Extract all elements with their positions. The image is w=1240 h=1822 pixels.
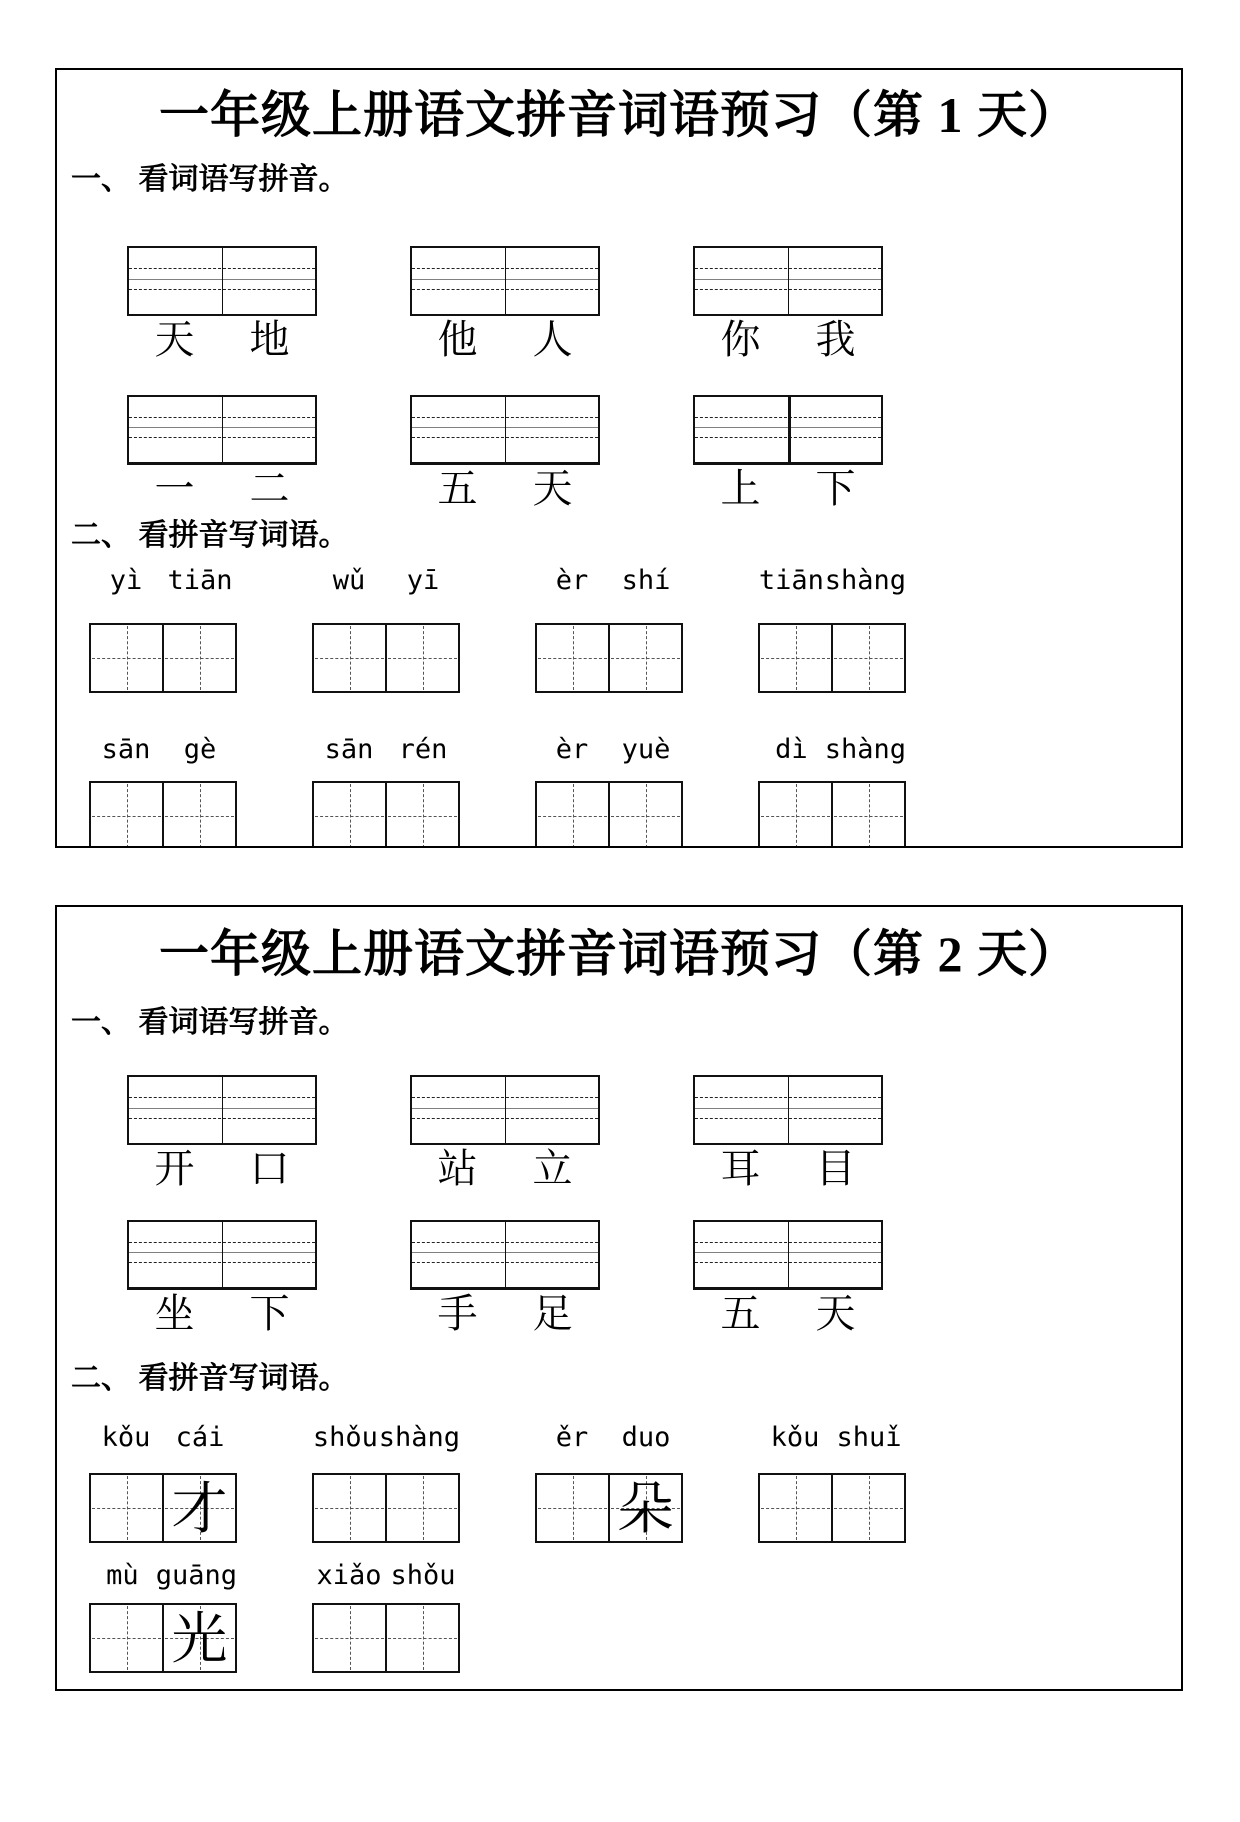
pinyin-label bbox=[312, 1421, 460, 1455]
pinyin-syllable: sān bbox=[324, 733, 374, 765]
character-writing-grid[interactable] bbox=[535, 781, 683, 849]
prefilled-char bbox=[164, 619, 235, 691]
pinyin-writing-box[interactable] bbox=[127, 395, 317, 465]
grid-cell[interactable] bbox=[162, 1475, 235, 1541]
grid-cell[interactable] bbox=[608, 1475, 681, 1541]
word-chars bbox=[693, 317, 883, 363]
pinyin-to-word-item bbox=[89, 1559, 237, 1673]
cell-divider bbox=[788, 397, 791, 462]
word-char: 开 bbox=[154, 1145, 195, 1191]
grid-cell[interactable] bbox=[385, 625, 458, 691]
prefilled-char bbox=[91, 1599, 162, 1671]
prefilled-char bbox=[537, 619, 608, 691]
grid-cell[interactable] bbox=[760, 1475, 831, 1541]
word-to-pinyin-item bbox=[410, 1075, 600, 1192]
grid-cell[interactable] bbox=[537, 783, 608, 849]
word-char: 人 bbox=[532, 316, 573, 362]
pinyin-to-word-item bbox=[89, 733, 237, 849]
word-to-pinyin-item bbox=[693, 1220, 883, 1337]
pinyin-syllable: tiān bbox=[167, 564, 233, 596]
pinyin-to-word-item bbox=[535, 1421, 683, 1543]
character-writing-grid[interactable] bbox=[312, 1603, 460, 1673]
pinyin-label bbox=[89, 564, 237, 598]
character-writing-grid[interactable] bbox=[312, 781, 460, 849]
word-char: 手 bbox=[437, 1290, 478, 1336]
prefilled-char bbox=[610, 777, 681, 849]
word-char: 上 bbox=[720, 465, 761, 511]
pinyin-to-word-row bbox=[89, 1421, 1181, 1543]
pinyin-label bbox=[535, 1421, 683, 1455]
word-char: 口 bbox=[249, 1145, 290, 1191]
word-chars bbox=[693, 1291, 883, 1337]
pinyin-syllable: yī bbox=[406, 564, 440, 596]
pinyin-syllable: shí bbox=[621, 564, 671, 596]
grid-cell[interactable] bbox=[537, 625, 608, 691]
pinyin-label bbox=[89, 1559, 237, 1593]
pinyin-to-word-item bbox=[89, 1421, 237, 1543]
cell-divider bbox=[222, 397, 223, 462]
prefilled-char: 朵 bbox=[617, 1478, 674, 1541]
character-writing-grid[interactable] bbox=[535, 623, 683, 693]
grid-cell[interactable] bbox=[831, 783, 904, 849]
word-char: 足 bbox=[532, 1290, 573, 1336]
word-to-pinyin-item bbox=[410, 1220, 600, 1337]
prefilled-char bbox=[537, 1469, 608, 1541]
word-char: 一 bbox=[154, 465, 195, 511]
pinyin-syllable: èr bbox=[555, 564, 589, 596]
word-char: 天 bbox=[815, 1290, 856, 1336]
word-chars bbox=[127, 466, 317, 512]
grid-cell[interactable] bbox=[314, 1475, 385, 1541]
grid-cell[interactable] bbox=[91, 1605, 162, 1671]
prefilled-char bbox=[387, 619, 458, 691]
pinyin-writing-box[interactable] bbox=[693, 1220, 883, 1290]
section1-heading: 一、 看词语写拼音。 bbox=[71, 1005, 349, 1039]
word-to-pinyin-item bbox=[693, 1075, 883, 1192]
pinyin-syllable: kǒu bbox=[101, 1421, 151, 1453]
word-char: 你 bbox=[720, 316, 761, 362]
pinyin-label bbox=[758, 564, 906, 598]
character-writing-grid[interactable] bbox=[89, 623, 237, 693]
pinyin-to-word-item bbox=[312, 1421, 460, 1543]
grid-cell[interactable] bbox=[760, 783, 831, 849]
pinyin-syllable: tiān bbox=[758, 564, 824, 596]
grid-cell[interactable] bbox=[831, 625, 904, 691]
pinyin-label bbox=[312, 733, 460, 767]
prefilled-char bbox=[164, 777, 235, 849]
word-char: 地 bbox=[249, 316, 290, 362]
word-char: 站 bbox=[437, 1145, 478, 1191]
grid-cell[interactable] bbox=[162, 783, 235, 849]
pinyin-syllable: sān bbox=[101, 733, 151, 765]
word-char: 耳 bbox=[720, 1145, 761, 1191]
pinyin-label bbox=[535, 564, 683, 598]
pinyin-label bbox=[758, 1421, 906, 1455]
pinyin-syllable: èr bbox=[555, 733, 589, 765]
grid-cell[interactable] bbox=[608, 783, 681, 849]
word-to-pinyin-item bbox=[127, 246, 317, 363]
pinyin-syllable: dì bbox=[775, 733, 808, 765]
pinyin-to-word-item bbox=[312, 1559, 460, 1673]
word-chars bbox=[410, 466, 600, 512]
prefilled-char bbox=[91, 777, 162, 849]
word-chars bbox=[693, 1146, 883, 1192]
prefilled-char bbox=[314, 619, 385, 691]
pinyin-writing-box[interactable] bbox=[410, 395, 600, 465]
word-char: 天 bbox=[532, 465, 573, 511]
grid-cell[interactable] bbox=[91, 625, 162, 691]
word-to-pinyin-row bbox=[127, 246, 1181, 363]
word-chars bbox=[410, 317, 600, 363]
word-to-pinyin-row bbox=[127, 1220, 1181, 1337]
pinyin-writing-box[interactable] bbox=[410, 1075, 600, 1145]
character-writing-grid[interactable] bbox=[758, 781, 906, 849]
pinyin-writing-box[interactable] bbox=[127, 246, 317, 316]
prefilled-char bbox=[387, 777, 458, 849]
grid-cell[interactable] bbox=[91, 783, 162, 849]
pinyin-to-word-item bbox=[89, 564, 237, 693]
prefilled-char bbox=[833, 1469, 904, 1541]
word-char: 坐 bbox=[154, 1290, 195, 1336]
prefilled-char bbox=[760, 777, 831, 849]
word-to-pinyin-item bbox=[127, 1075, 317, 1192]
grid-cell[interactable] bbox=[162, 1605, 235, 1671]
grid-cell[interactable] bbox=[608, 625, 681, 691]
cell-divider bbox=[222, 248, 223, 314]
character-writing-grid[interactable] bbox=[758, 1473, 906, 1543]
cell-divider bbox=[788, 1077, 789, 1143]
cell-divider bbox=[222, 1222, 223, 1287]
word-char: 二 bbox=[249, 465, 290, 511]
pinyin-label bbox=[758, 733, 906, 767]
pinyin-syllable: ěr bbox=[555, 1421, 589, 1453]
word-char: 天 bbox=[154, 316, 195, 362]
cell-divider bbox=[505, 248, 506, 314]
pinyin-syllable: rén bbox=[398, 733, 448, 765]
word-to-pinyin-item bbox=[410, 246, 600, 363]
pinyin-writing-box[interactable] bbox=[410, 246, 600, 316]
pinyin-writing-box[interactable] bbox=[693, 1075, 883, 1145]
prefilled-char bbox=[314, 1599, 385, 1671]
pinyin-syllable: yuè bbox=[621, 733, 671, 765]
word-char: 目 bbox=[815, 1145, 856, 1191]
word-chars bbox=[127, 1291, 317, 1337]
prefilled-char bbox=[610, 619, 681, 691]
word-to-pinyin-item bbox=[127, 395, 317, 512]
pinyin-to-word-item bbox=[535, 733, 683, 849]
worksheet-title: 一年级上册语文拼音词语预习（第 1 天） bbox=[159, 87, 1079, 143]
pinyin-syllable: mù bbox=[106, 1559, 139, 1591]
pinyin-to-word-item bbox=[312, 564, 460, 693]
worksheet-day-1 bbox=[55, 68, 1183, 848]
section1-heading: 一、 看词语写拼音。 bbox=[71, 162, 349, 196]
worksheet-title: 一年级上册语文拼音词语预习（第 2 天） bbox=[159, 926, 1079, 982]
prefilled-char bbox=[314, 1469, 385, 1541]
pinyin-syllable: cái bbox=[175, 1421, 225, 1453]
pinyin-syllable: kǒu bbox=[770, 1421, 820, 1453]
pinyin-syllable: wǔ bbox=[332, 564, 366, 596]
prefilled-char bbox=[537, 777, 608, 849]
prefilled-char bbox=[387, 1469, 458, 1541]
cell-divider bbox=[222, 1077, 223, 1143]
word-to-pinyin-item bbox=[693, 395, 883, 512]
word-char: 立 bbox=[532, 1145, 573, 1191]
cell-divider bbox=[788, 248, 789, 314]
section2-heading: 二、 看拼音写词语。 bbox=[71, 1361, 349, 1395]
prefilled-char bbox=[91, 1469, 162, 1541]
grid-cell[interactable] bbox=[314, 1605, 385, 1671]
word-chars bbox=[693, 466, 883, 512]
pinyin-writing-box[interactable] bbox=[127, 1075, 317, 1145]
grid-cell[interactable] bbox=[91, 1475, 162, 1541]
prefilled-char bbox=[833, 619, 904, 691]
section2-heading: 二、 看拼音写词语。 bbox=[71, 518, 349, 552]
grid-cell[interactable] bbox=[537, 1475, 608, 1541]
pinyin-to-word-item bbox=[758, 733, 906, 849]
grid-cell[interactable] bbox=[831, 1475, 904, 1541]
worksheet-day-2 bbox=[55, 905, 1183, 1691]
prefilled-char bbox=[760, 619, 831, 691]
pinyin-syllable: gè bbox=[183, 733, 217, 765]
prefilled-char bbox=[760, 1469, 831, 1541]
word-chars bbox=[410, 1146, 600, 1192]
pinyin-to-word-item bbox=[535, 564, 683, 693]
word-chars bbox=[127, 317, 317, 363]
word-to-pinyin-item bbox=[127, 1220, 317, 1337]
word-to-pinyin-item bbox=[693, 246, 883, 363]
pinyin-syllable: shàng bbox=[378, 1421, 460, 1453]
pinyin-writing-box[interactable] bbox=[693, 246, 883, 316]
word-to-pinyin-row bbox=[127, 395, 1181, 512]
grid-cell[interactable] bbox=[385, 1605, 458, 1671]
word-char: 下 bbox=[815, 465, 856, 511]
grid-cell[interactable] bbox=[162, 625, 235, 691]
pinyin-label bbox=[89, 1421, 237, 1455]
grid-cell[interactable] bbox=[385, 1475, 458, 1541]
cell-divider bbox=[505, 397, 506, 462]
pinyin-to-word-row bbox=[89, 733, 1181, 849]
prefilled-char bbox=[91, 619, 162, 691]
prefilled-char bbox=[314, 777, 385, 849]
character-writing-grid[interactable] bbox=[312, 1473, 460, 1543]
pinyin-syllable: yì bbox=[109, 564, 143, 596]
pinyin-writing-box[interactable] bbox=[127, 1220, 317, 1290]
pinyin-syllable: xiǎo bbox=[316, 1559, 382, 1591]
pinyin-syllable: shǒu bbox=[312, 1421, 378, 1453]
pinyin-writing-box[interactable] bbox=[410, 1220, 600, 1290]
word-char: 五 bbox=[720, 1290, 761, 1336]
word-chars bbox=[127, 1146, 317, 1192]
pinyin-syllable: shǒu bbox=[390, 1559, 456, 1591]
pinyin-to-word-item bbox=[312, 733, 460, 849]
pinyin-to-word-item bbox=[758, 1421, 906, 1543]
word-to-pinyin-row bbox=[127, 1075, 1181, 1192]
grid-cell[interactable] bbox=[314, 783, 385, 849]
pinyin-to-word-row bbox=[89, 1559, 1181, 1673]
prefilled-char bbox=[387, 1599, 458, 1671]
pinyin-syllable: shàng bbox=[824, 733, 906, 765]
character-writing-grid[interactable] bbox=[535, 1473, 683, 1543]
pinyin-syllable: shàng bbox=[824, 564, 906, 596]
pinyin-writing-box[interactable] bbox=[693, 395, 883, 465]
character-writing-grid[interactable] bbox=[89, 1473, 237, 1543]
pinyin-to-word-item bbox=[758, 564, 906, 693]
word-chars bbox=[410, 1291, 600, 1337]
pinyin-syllable: guāng bbox=[155, 1559, 237, 1591]
grid-cell[interactable] bbox=[314, 625, 385, 691]
cell-divider bbox=[788, 1222, 789, 1287]
pinyin-to-word-row bbox=[89, 564, 1181, 693]
word-char: 五 bbox=[437, 465, 478, 511]
pinyin-syllable: shuǐ bbox=[836, 1421, 902, 1453]
prefilled-char: 光 bbox=[171, 1608, 228, 1671]
cell-divider bbox=[505, 1077, 506, 1143]
grid-cell[interactable] bbox=[760, 625, 831, 691]
character-writing-grid[interactable] bbox=[758, 623, 906, 693]
word-char: 我 bbox=[815, 316, 856, 362]
pinyin-label bbox=[535, 733, 683, 767]
grid-cell[interactable] bbox=[385, 783, 458, 849]
character-writing-grid[interactable] bbox=[312, 623, 460, 693]
prefilled-char bbox=[833, 777, 904, 849]
cell-divider bbox=[505, 1222, 506, 1287]
word-to-pinyin-item bbox=[410, 395, 600, 512]
prefilled-char: 才 bbox=[171, 1478, 228, 1541]
pinyin-label bbox=[312, 1559, 460, 1593]
pinyin-syllable: duo bbox=[621, 1421, 671, 1453]
character-writing-grid[interactable] bbox=[89, 1603, 237, 1673]
word-char: 他 bbox=[437, 316, 478, 362]
pinyin-label bbox=[312, 564, 460, 598]
character-writing-grid[interactable] bbox=[89, 781, 237, 849]
word-char: 下 bbox=[249, 1290, 290, 1336]
pinyin-label bbox=[89, 733, 237, 767]
